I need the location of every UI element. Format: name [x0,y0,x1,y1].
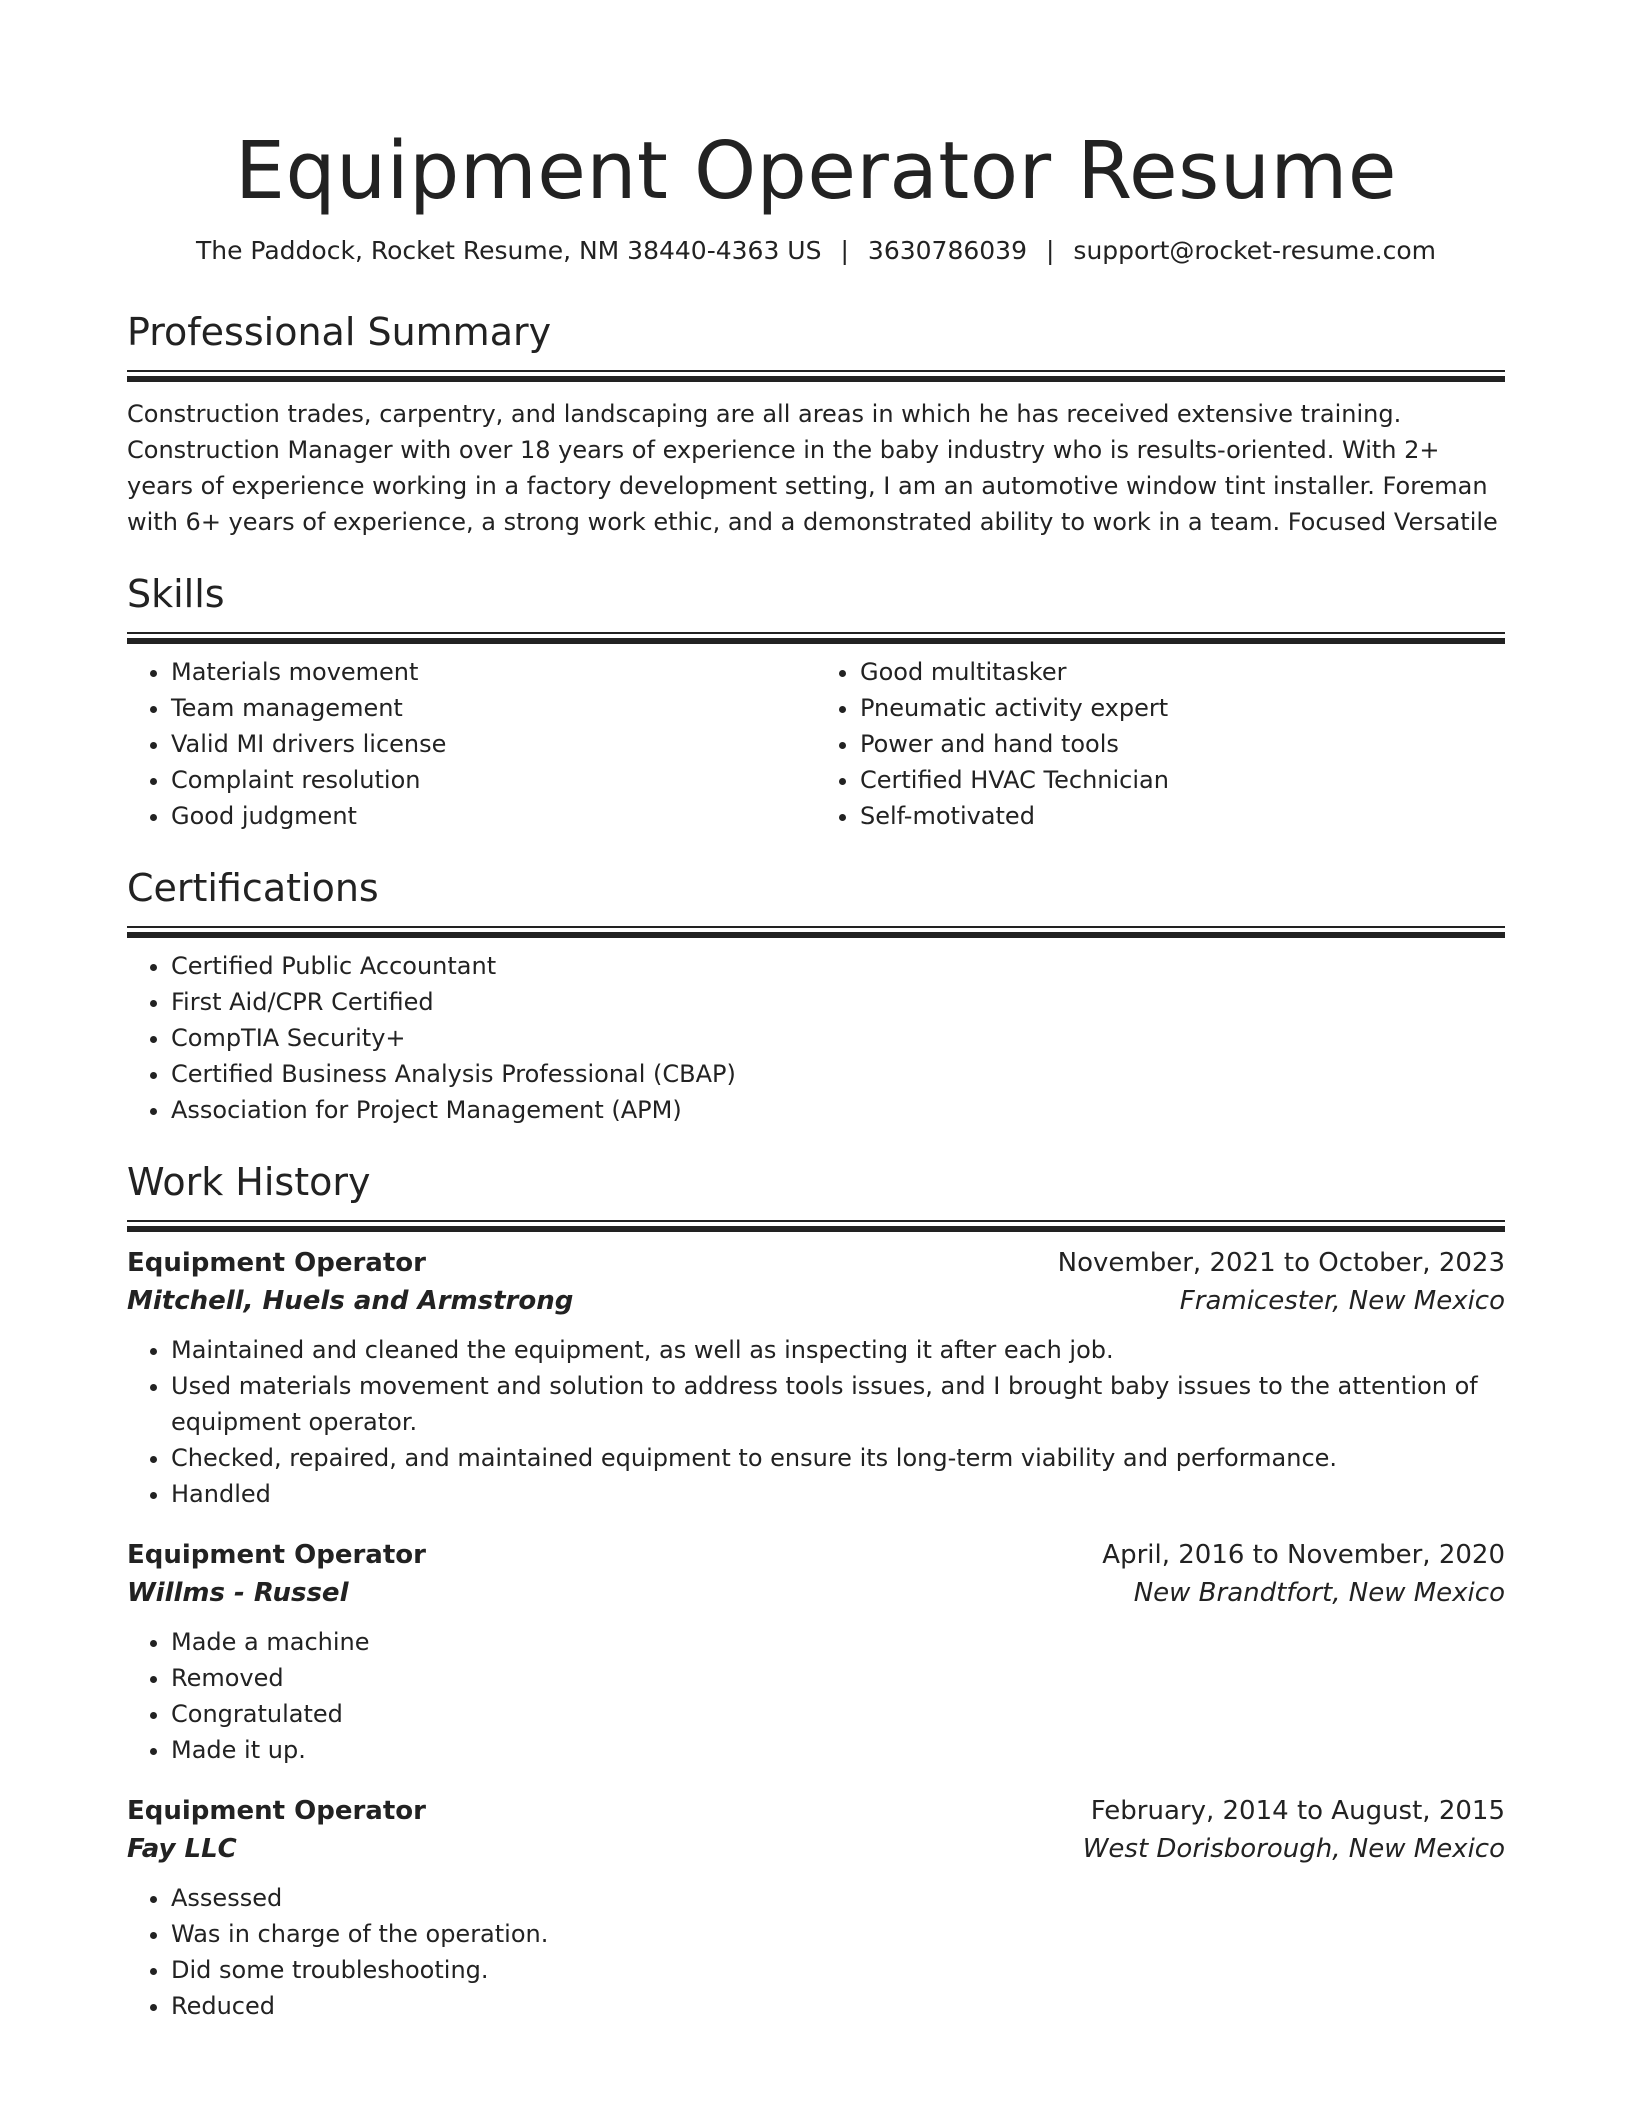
skill-item: • Valid MI drivers license [171,726,816,762]
resume-title: Equipment Operator Resume [235,125,1397,217]
job-bullet: • Used materials movement and solution to address tools issues, and I brought baby issues to the attention of equipment operator. [171,1368,1505,1440]
job-bullet: • Was in charge of the operation. [171,1916,1505,1952]
job-entry [127,1792,1505,2024]
job-subheader-row [127,1574,1505,1612]
job-company: Mitchell, Huels and Armstrong [127,1286,574,1316]
skill-item: • Self-motivated [860,798,1505,834]
job-bullet: • Handled [171,1476,1505,1512]
section-title-skills: Skills [127,572,225,616]
section-title-work-history: Work History [127,1160,371,1204]
job-bullet: • Did some troubleshooting. [171,1952,1505,1988]
job-bullet: • Assessed [171,1880,1505,1916]
job-bullets [127,1332,1505,1512]
job-title: Equipment Operator [127,1540,426,1570]
skills-list-left [127,654,816,834]
job-title: Equipment Operator [127,1796,426,1826]
job-bullet: • Congratulated [171,1696,1505,1732]
job-bullet: • Reduced [171,1988,1505,2024]
job-dates: April, 2016 to November, 2020 [1102,1540,1505,1570]
section-rule [127,370,1505,382]
skill-item: • Team management [171,690,816,726]
contact-separator: | [840,236,849,265]
job-location: West Dorisborough, New Mexico [1082,1834,1505,1864]
section-rule [127,926,1505,938]
skill-item: • Certified HVAC Technician [860,762,1505,798]
contact-address: The Paddock, Rocket Resume, NM 38440-4363 US [195,236,822,265]
skills-section [127,570,1505,834]
job-bullet: • Removed [171,1660,1505,1696]
certifications-list [127,948,1505,1128]
job-subheader-row [127,1830,1505,1868]
job-entry [127,1244,1505,1512]
job-location: New Brandtfort, New Mexico [1133,1578,1505,1608]
certification-item: • Association for Project Management (APM) [171,1092,1505,1128]
certification-item: • Certified Public Accountant [171,948,1505,984]
section-rule [127,632,1505,644]
summary-section [127,308,1505,540]
contact-email: support@rocket-resume.com [1073,236,1437,265]
contact-separator: | [1045,236,1055,265]
skill-item: • Good multitasker [860,654,1505,690]
certification-item: • CompTIA Security+ [171,1020,1505,1056]
skill-item: • Good judgment [171,798,816,834]
section-title-certifications: Certifications [127,866,379,910]
job-header-row [127,1244,1505,1282]
job-bullet: • Made a machine [171,1624,1505,1660]
skills-column-right [816,644,1505,834]
skills-list-right [816,654,1505,834]
job-dates: February, 2014 to August, 2015 [1090,1796,1505,1826]
job-header-row [127,1792,1505,1830]
certification-item: • Certified Business Analysis Professional (CBAP) [171,1056,1505,1092]
skill-item: • Complaint resolution [171,762,816,798]
contact-phone: 3630786039 [867,236,1027,265]
certification-item: • First Aid/CPR Certified [171,984,1505,1020]
job-bullet: • Maintained and cleaned the equipment, as well as inspecting it after each job. [171,1332,1505,1368]
job-bullet: • Checked, repaired, and maintained equipment to ensure its long-term viability and performance. [171,1440,1505,1476]
job-location: Framicester, New Mexico [1179,1286,1505,1316]
job-bullet: • Made it up. [171,1732,1505,1768]
summary-text: Construction trades, carpentry, and landscaping are all areas in which he has received extensive training. Construction Manager with over 18 years of experience in the baby industry who is results-oriented. With 2+ years of experience working in a factory development setting, I am an automotive window tint installer. Foreman with 6+ years of experience, a strong work ethic, and a demonstrated ability to work in a team. Focused Versatile [127,400,1498,536]
work-history-section [127,1158,1505,2024]
section-title-summary: Professional Summary [127,310,552,354]
contact-line [127,234,1505,268]
job-bullets [127,1624,1505,1768]
skill-item: • Power and hand tools [860,726,1505,762]
job-dates: November, 2021 to October, 2023 [1057,1248,1505,1278]
skills-column-left [127,644,816,834]
job-company: Willms - Russel [127,1578,349,1608]
job-subheader-row [127,1282,1505,1320]
skills-grid [127,644,1505,834]
skill-item: • Materials movement [171,654,816,690]
section-rule [127,1220,1505,1232]
certifications-section [127,864,1505,1128]
job-header-row [127,1536,1505,1574]
job-bullets [127,1880,1505,2024]
job-company: Fay LLC [127,1834,237,1864]
job-title: Equipment Operator [127,1248,426,1278]
skill-item: • Pneumatic activity expert [860,690,1505,726]
job-entry [127,1536,1505,1768]
